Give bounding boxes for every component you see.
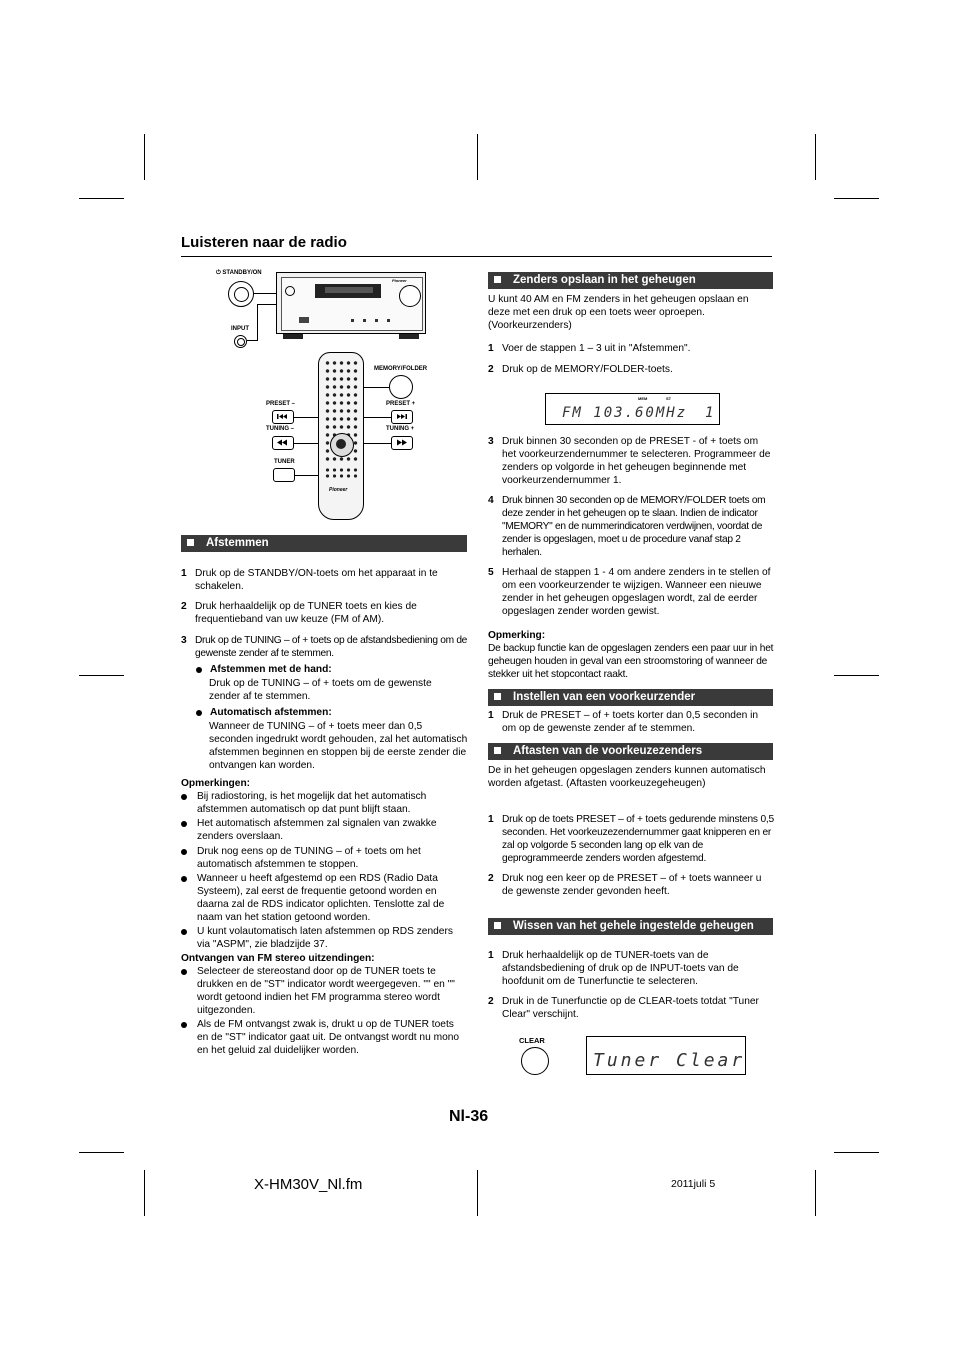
tuning-plus-button-icon xyxy=(391,436,413,450)
tuner-label: TUNER xyxy=(274,459,295,465)
lcd-fm-display: MEM ST FM 103.60MHz 1 xyxy=(545,393,720,425)
section-wissen-heading: Wissen van het gehele ingestelde geheugen xyxy=(488,918,773,935)
preset-minus-label: PRESET – xyxy=(266,401,296,407)
step-number: 3 xyxy=(181,635,187,646)
bullet xyxy=(181,849,187,855)
step-text: Druk nog een keer op de PRESET – of + toets wanneer u de gewenste zender gevonden heeft. xyxy=(502,873,762,897)
fm-item: Als de FM ontvangst zwak is, drukt u op de TUNER toets en de "ST" indicator gaat uit. De ontvangst wordt nu mono en het geluid zal duidelijker worden. xyxy=(197,1019,460,1056)
step-text: Druk op de toets PRESET – of + toets gedurende minstens 0,5 seconden. Het voorkeuzezendernummer gaat knipperen en er zal op volgorde 5 seconden lang op elk van de geprogrammeerde zenders worden afgestemd. xyxy=(502,814,775,864)
bullet xyxy=(181,876,187,882)
remark-item: Bij radiostoring, is het mogelijk dat het automatisch afstemmen automatisch op dat punt blijft staan. xyxy=(197,791,427,815)
step-number: 2 xyxy=(488,364,494,375)
remark-item: Wanneer u heeft afgestemd op een RDS (Radio Data Systeem), zal eerst de frequentie getoond worden en daarna zal de RDS indicator oplichten. Tenslotte zal de naam van het station getoond worden. xyxy=(197,873,445,923)
step-number: 1 xyxy=(488,950,494,961)
remarks-title: Opmerkingen: xyxy=(181,778,251,789)
manual-text: Druk op de TUNING – of + toets om de gewenste zender af te stemmen. xyxy=(209,678,432,702)
leader-line xyxy=(364,387,389,388)
auto-text: Wanneer de TUNING – of + toets meer dan 0,5 seconden ingedrukt wordt gehouden, zal het automatisch afstemmen beginnen en stoppen bij de eerste zender die ontvangen kan worden. xyxy=(209,721,468,771)
bullet xyxy=(181,969,187,975)
step-text: Druk herhaaldelijk op de TUNER toets en kies de frequentieband van uw keuze (FM of AM). xyxy=(195,601,417,625)
tuning-minus-button-icon xyxy=(272,436,294,450)
tuning-plus-label: TUNING + xyxy=(386,426,415,432)
step-text: Druk op de MEMORY/FOLDER-toets. xyxy=(502,364,673,375)
step-number: 2 xyxy=(488,996,494,1007)
crop-mark xyxy=(79,198,124,199)
fm-item: Selecteer de stereostand door op de TUNER toets te drukken en de "ST" indicator wordt weergegeven. "" en "" wordt getoond indien het FM programma stereo wordt uitgezonden. xyxy=(197,966,455,1016)
note-text: De backup functie kan de opgeslagen zenders een paar uur in het geheugen houden in geval van een stroomstoring of wanneer de stekker uit het stopcontact raakt. xyxy=(488,643,774,680)
tuning-minus-label: TUNING – xyxy=(266,426,295,432)
bullet xyxy=(181,821,187,827)
step-text: Druk herhaaldelijk op de TUNER-toets van de afstandsbediening of druk op de INPUT-toets van de hoofdunit om de Tunerfunctie te selecteren. xyxy=(502,950,739,987)
crop-mark xyxy=(144,134,145,180)
section-aftasten-heading: Aftasten van de voorkeuzezenders xyxy=(488,743,773,760)
memory-folder-button-icon xyxy=(389,375,413,399)
step-text: Druk op de TUNING – of + toets op de afstandsbediening om de gewenste zender af te stemmen. xyxy=(195,635,468,659)
bullet xyxy=(196,710,202,716)
tuner-button-icon xyxy=(273,468,295,482)
leader-line xyxy=(294,443,318,444)
step-number: 1 xyxy=(488,343,494,354)
remark-item: U kunt volautomatisch laten afstemmen op RDS zenders via "ASPM", zie bladzijde 37. xyxy=(197,926,453,950)
step-text: Druk binnen 30 seconden op de PRESET - of + toets om het voorkeurzendernummer te selecteren. Programmeer de zenders op volgorde in het geheugen beginnende met voorkeurzendernummer 1. xyxy=(502,436,771,486)
crop-mark xyxy=(834,198,879,199)
step-text: Druk in de Tunerfunctie op de CLEAR-toets totdat "Tuner Clear" verschijnt. xyxy=(502,996,759,1020)
input-button-icon xyxy=(234,335,247,348)
note-title: Opmerking: xyxy=(488,630,546,641)
step-number: 2 xyxy=(488,873,494,884)
remark-item: Het automatisch afstemmen zal signalen van zwakke zenders overslaan. xyxy=(197,818,437,842)
step-text: Druk op de STANDBY/ON-toets om het apparaat in te schakelen. xyxy=(195,568,438,592)
leader-line xyxy=(294,417,318,418)
standby-label: ⏻ STANDBY/ON xyxy=(216,270,262,276)
leader-line xyxy=(257,304,258,341)
leader-line xyxy=(364,417,391,418)
leader-line xyxy=(247,340,257,341)
unit-foot xyxy=(399,334,419,339)
step-number: 4 xyxy=(488,495,494,506)
section-afstemmen-heading: Afstemmen xyxy=(181,535,467,552)
crop-mark xyxy=(815,1170,816,1216)
aftasten-intro: De in het geheugen opgeslagen zenders kunnen automatisch worden afgetast. (Aftasten voorkeuzegeheugen) xyxy=(488,765,766,789)
page-title: Luisteren naar de radio xyxy=(181,234,347,251)
crop-mark xyxy=(834,675,879,676)
section-zenders-heading: Zenders opslaan in het geheugen xyxy=(488,272,773,289)
auto-title: Automatisch afstemmen: xyxy=(210,707,332,718)
step-number: 3 xyxy=(488,436,494,447)
remark-item: Druk nog eens op de TUNING – of + toets om het automatisch afstemmen te stoppen. xyxy=(197,846,421,870)
section-instellen-heading: Instellen van een voorkeurzender xyxy=(488,689,773,706)
clear-label: CLEAR xyxy=(519,1036,545,1045)
crop-mark xyxy=(834,1152,879,1153)
bullet xyxy=(181,794,187,800)
footer-filename: X-HM30V_Nl.fm xyxy=(254,1176,363,1193)
clear-button-icon xyxy=(521,1047,549,1075)
input-label: INPUT xyxy=(231,326,249,332)
step-number: 1 xyxy=(488,710,494,721)
crop-mark xyxy=(79,675,124,676)
zenders-intro: U kunt 40 AM en FM zenders in het geheugen opslaan en deze met een druk op een toets weer oproepen. (Voorkeurzenders) xyxy=(488,294,749,331)
step-number: 2 xyxy=(181,601,187,612)
page-number: Nl-36 xyxy=(449,1108,489,1125)
step-text: Druk binnen 30 seconden op de MEMORY/FOLDER toets om deze zender in het geheugen op te slaan. Indien de indicator "MEMORY" en de nummerindicatoren verdwijnen, voordat de zender is opgeslagen, moet u de procedure vanaf stap 2 herhalen. xyxy=(502,495,766,558)
step-text: Voer de stappen 1 – 3 uit in "Afstemmen". xyxy=(502,343,691,354)
leader-line xyxy=(295,475,318,476)
preset-plus-label: PRESET + xyxy=(386,401,416,407)
title-rule xyxy=(181,256,772,257)
preset-plus-button-icon xyxy=(391,410,413,424)
leader-line xyxy=(364,443,391,444)
standby-button-icon xyxy=(228,281,254,307)
crop-mark xyxy=(477,134,478,180)
step-number: 5 xyxy=(488,567,494,578)
bullet xyxy=(181,1022,187,1028)
fm-title: Ontvangen van FM stereo uitzendingen: xyxy=(181,953,375,964)
crop-mark xyxy=(144,1170,145,1216)
main-unit: Pioneer xyxy=(276,272,426,334)
manual-title: Afstemmen met de hand: xyxy=(210,664,332,675)
bullet xyxy=(196,667,202,673)
unit-foot xyxy=(283,334,303,339)
memory-folder-label: MEMORY/FOLDER xyxy=(374,366,428,372)
step-number: 1 xyxy=(181,568,187,579)
remote-control: Pioneer xyxy=(318,352,364,520)
crop-mark xyxy=(79,1152,124,1153)
step-text: Herhaal de stappen 1 - 4 om andere zenders in te stellen of om een voorkeurzender te wijzigen. Wanneer een nieuwe zender in het geheugen opgeslagen wordt, zal de eerder opgeslagen zender worden gewist. xyxy=(502,567,771,617)
footer-date: 2011juli 5 xyxy=(671,1178,716,1190)
step-number: 1 xyxy=(488,814,494,825)
crop-mark xyxy=(477,1170,478,1216)
lcd-tuner-clear: Tuner Clear xyxy=(586,1036,746,1075)
preset-minus-button-icon xyxy=(272,410,294,424)
step-text: Druk de PRESET – of + toets korter dan 0,5 seconden in om op de gewenste zender af te stemmen. xyxy=(502,710,759,734)
crop-mark xyxy=(815,134,816,180)
bullet xyxy=(181,929,187,935)
